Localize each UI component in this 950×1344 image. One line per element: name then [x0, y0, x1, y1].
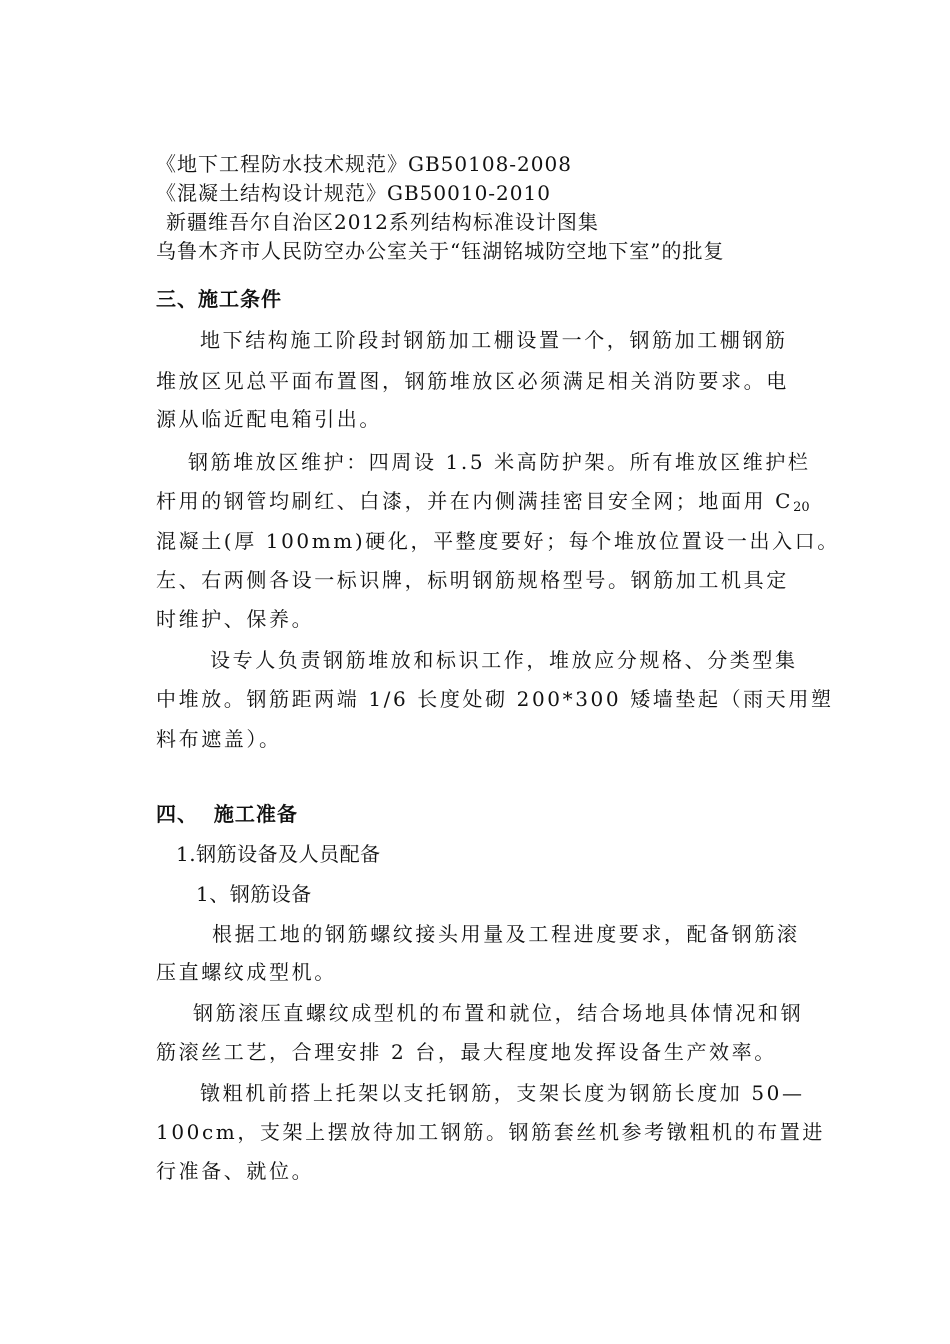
reference-line-4: 乌鲁木齐市人民防空办公室关于“钰湖铭城防空地下室”的批复 [156, 239, 725, 263]
section-4-p3-line-2: 100cm，支架上摆放待加工钢筋。钢筋套丝机参考镦粗机的布置进 [156, 1120, 825, 1144]
section-3-p3-line-1: 设专人负责钢筋堆放和标识工作，堆放应分规格、分类型集 [210, 648, 798, 672]
section-3-p2-line-2-text: 杆用的钢管均刷红、白漆，并在内侧满挂密目安全网；地面用 C [156, 489, 794, 513]
section-3-p3-line-3: 料布遮盖）。 [156, 727, 282, 751]
section-4-p1-line-1: 根据工地的钢筋螺纹接头用量及工程进度要求，配备钢筋滚 [212, 922, 800, 946]
section-3-p1-line-1: 地下结构施工阶段封钢筋加工棚设置一个，钢筋加工棚钢筋 [200, 328, 788, 352]
section-3-p1-line-2: 堆放区见总平面布置图，钢筋堆放区必须满足相关消防要求。电 [156, 369, 789, 393]
section-4-heading: 四、 施工准备 [156, 802, 298, 826]
section-3-p2-line-4: 左、右两侧各设一标识牌，标明钢筋规格型号。钢筋加工机具定 [156, 568, 789, 592]
section-3-p2-line-5: 时维护、保养。 [156, 607, 315, 631]
reference-line-3: 新疆维吾尔自治区2012系列结构标准设计图集 [166, 210, 599, 234]
section-4-p2-line-1: 钢筋滚压直螺纹成型机的布置和就位，结合场地具体情况和钢 [193, 1001, 804, 1025]
section-3-p1-line-3: 源从临近配电箱引出。 [156, 407, 382, 431]
section-3-p2-line-1: 钢筋堆放区维护：四周设 1.5 米高防护架。所有堆放区维护栏 [188, 450, 811, 474]
section-3-heading: 三、施工条件 [156, 287, 282, 311]
section-4-subheading-1-1: 1、钢筋设备 [196, 882, 312, 906]
section-3-p2-line-2 [156, 487, 810, 522]
section-4-p3-line-3: 行准备、就位。 [156, 1159, 315, 1183]
reference-line-1: 《地下工程防水技术规范》GB50108-2008 [156, 152, 572, 176]
section-4-p3-line-1: 镦粗机前搭上托架以支托钢筋，支架长度为钢筋长度加 50— [200, 1081, 805, 1105]
section-4-p2-line-2: 筋滚丝工艺，合理安排 2 台，最大程度地发挥设备生产效率。 [156, 1040, 777, 1064]
section-3-p2-line-3: 混凝土(厚 100mm)硬化，平整度要好；每个堆放位置设一出入口。 [156, 529, 840, 553]
section-3-p3-line-2: 中堆放。钢筋距两端 1/6 长度处砌 200*300 矮墙垫起（雨天用塑 [156, 687, 834, 711]
c20-subscript: 20 [793, 500, 810, 515]
section-4-subheading-1: 1.钢筋设备及人员配备 [176, 842, 381, 866]
reference-line-2: 《混凝土结构设计规范》GB50010-2010 [156, 181, 551, 205]
section-4-p1-line-2: 压直螺纹成型机。 [156, 960, 337, 984]
